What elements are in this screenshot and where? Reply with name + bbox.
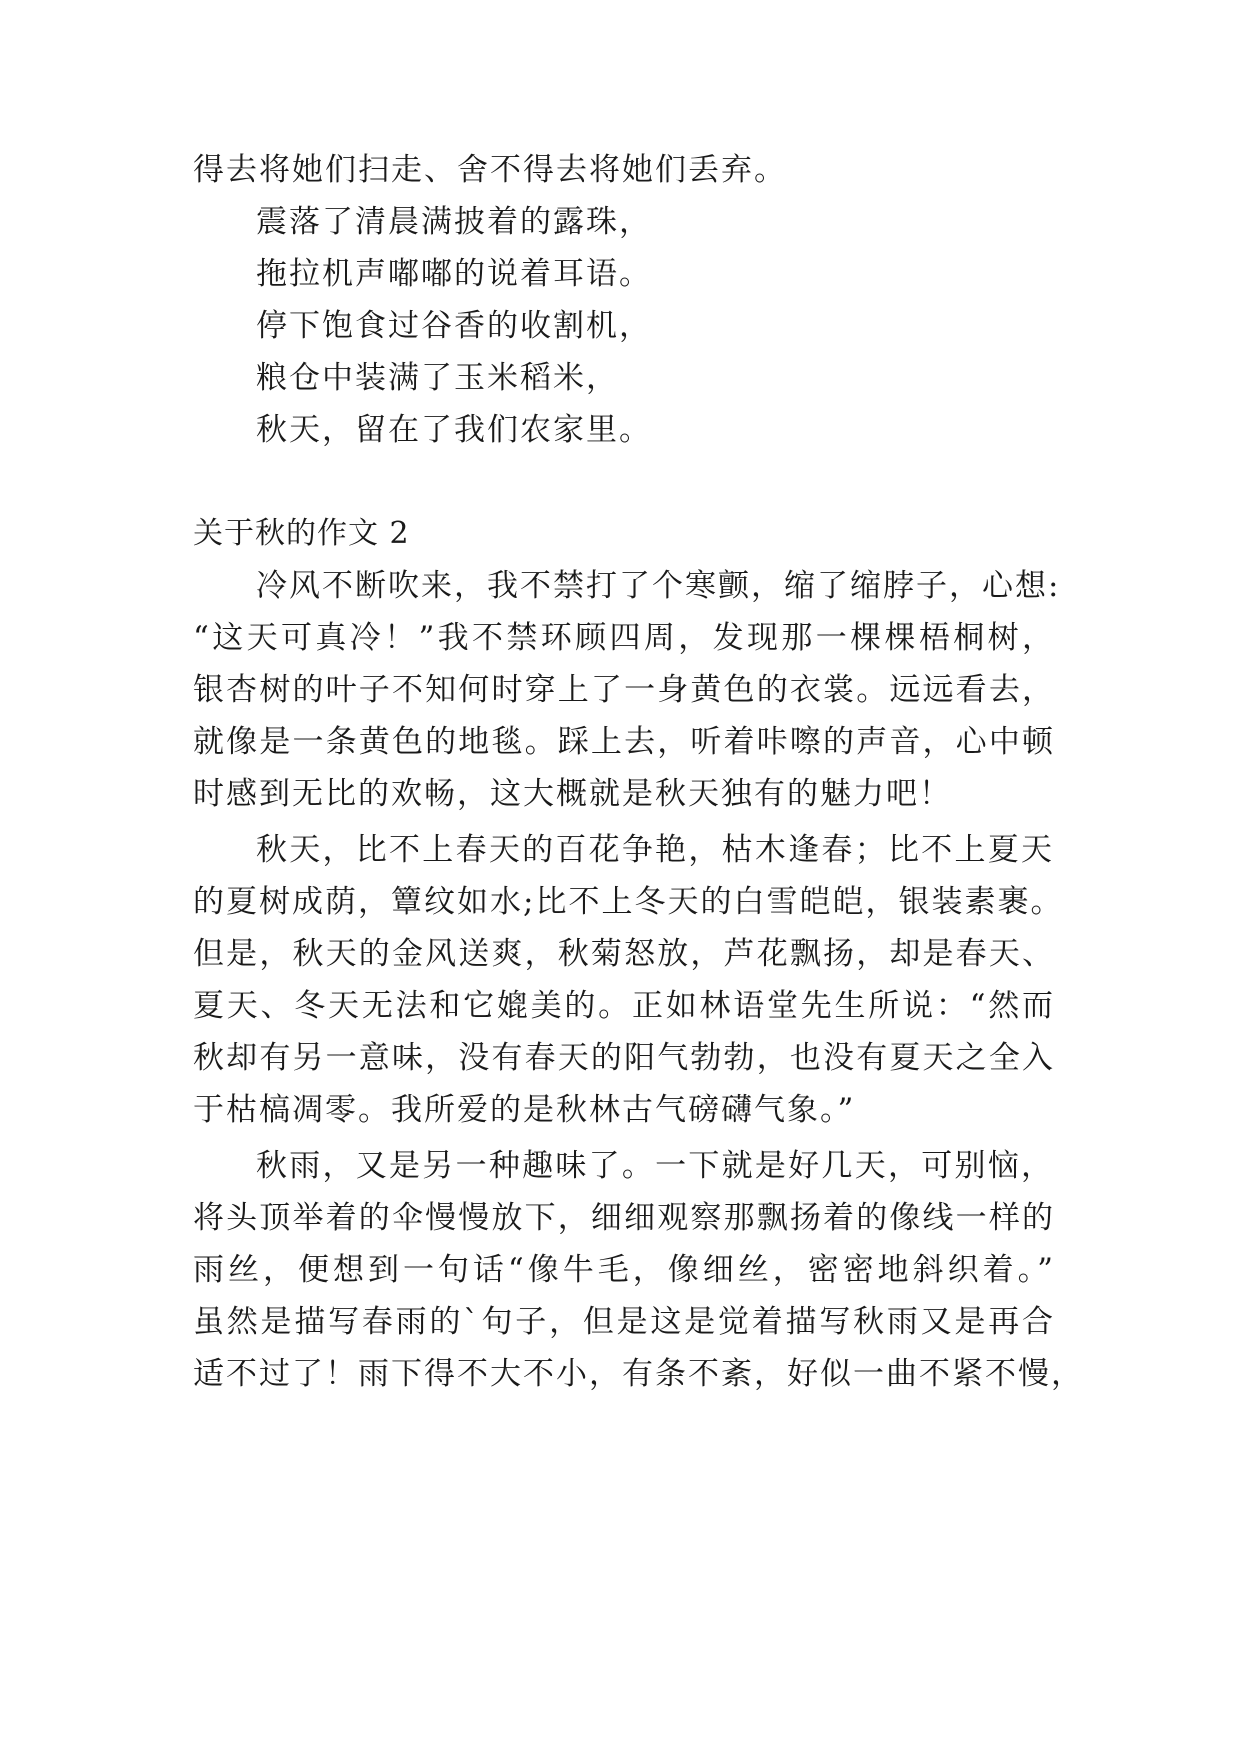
section-title: 关于秋的作文 2 — [193, 516, 410, 551]
body-line: 银杏树的叶子不知何时穿上了一身黄色的衣裳。远远看去， — [193, 672, 1055, 708]
body-line: 适不过了！雨下得不大不小，有条不紊，好似一曲不紧不慢， — [193, 1356, 1084, 1392]
body-line: 秋雨，又是另一种趣味了。一下就是好几天，可别恼， — [256, 1148, 1054, 1184]
body-line: 但是，秋天的金风送爽，秋菊怒放，芦花飘扬，却是春天、 — [193, 936, 1055, 972]
body-line: “这天可真冷！”我不禁环顾四周，发现那一棵棵梧桐树， — [193, 620, 1055, 656]
body-line: 时感到无比的欢畅，这大概就是秋天独有的魅力吧！ — [193, 776, 952, 812]
poem-line: 得去将她们扫走、舍不得去将她们丢弃。 — [193, 152, 787, 188]
poem-line: 震落了清晨满披着的露珠， — [256, 204, 652, 240]
body-line: 夏天、冬天无法和它媲美的。正如林语堂先生所说：“然而 — [193, 988, 1055, 1024]
body-line: 秋却有另一意味，没有春天的阳气勃勃，也没有夏天之全入 — [193, 1040, 1055, 1076]
poem-line: 停下饱食过谷香的收割机， — [256, 308, 652, 344]
body-line: 就像是一条黄色的地毯。踩上去，听着咔嚓的声音，心中顿 — [193, 724, 1055, 760]
poem-line: 粮仓中装满了玉米稻米， — [256, 360, 619, 396]
poem-line: 秋天，留在了我们农家里。 — [256, 412, 652, 448]
body-line: 将头顶举着的伞慢慢放下，细细观察那飘扬着的像线一样的 — [193, 1200, 1055, 1236]
poem-line: 拖拉机声嘟嘟的说着耳语。 — [256, 256, 652, 292]
body-line: 于枯槁凋零。我所爱的是秋林古气磅礴气象。” — [193, 1092, 856, 1128]
body-line: 虽然是描写春雨的`句子，但是这是觉着描写秋雨又是再合 — [193, 1304, 1055, 1340]
body-line: 的夏树成荫，簟纹如水;比不上冬天的白雪皑皑，银装素裹。 — [193, 884, 1064, 920]
body-line: 雨丝，便想到一句话“像牛毛，像细丝，密密地斜织着。” — [193, 1252, 1055, 1288]
body-line: 秋天，比不上春天的百花争艳，枯木逢春；比不上夏天 — [256, 832, 1054, 868]
body-line: 冷风不断吹来，我不禁打了个寒颤，缩了缩脖子，心想: — [256, 568, 1061, 604]
